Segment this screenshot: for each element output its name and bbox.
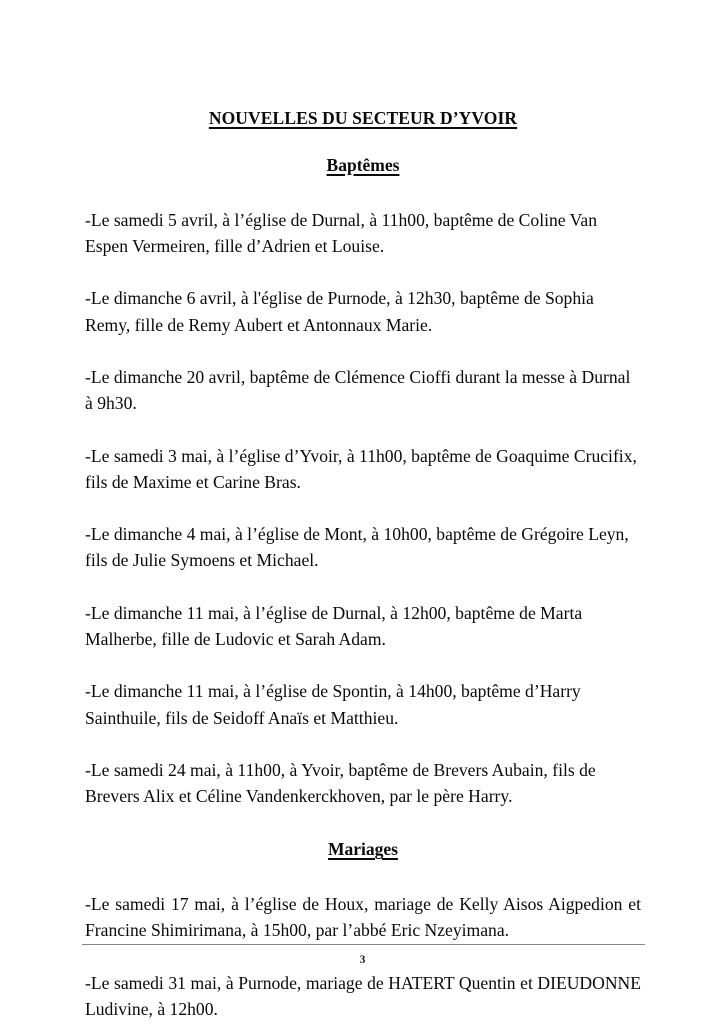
page-number: 3	[359, 954, 366, 966]
baptism-entry: -Le samedi 5 avril, à l’église de Durnal, à 11h00, baptême de Coline Van Espen Vermeiren, fille d’Adrien et Louise.	[85, 209, 598, 256]
page-title-text: NOUVELLES DU SECTEUR D’YVOIR	[208, 108, 518, 128]
baptism-entry: -Le dimanche 11 mai, à l’église de Durnal, à 12h00, baptême de Marta Malherbe, fille de Ludovic et Sarah Adam.	[85, 602, 583, 649]
marriage-entry: -Le samedi 31 mai, à Purnode, mariage de HATERT Quentin et DIEUDONNE Ludivine, à 12h00.	[85, 972, 641, 1019]
baptism-entry: -Le dimanche 20 avril, baptême de Clémence Cioffi durant la messe à Durnal à 9h30.	[85, 366, 631, 414]
baptism-entry: -Le dimanche 11 mai, à l’église de Spontin, à 14h00, baptême d’Harry Sainthuile, fils de Seidoff Anaïs et Matthieu.	[85, 681, 581, 728]
baptism-entry: -Le dimanche 6 avril, à l'église de Purnode, à 12h30, baptême de Sophia Remy, fille de Remy Aubert et Antonnaux Marie.	[85, 288, 594, 335]
section-heading-mariages	[85, 809, 641, 861]
marriage-entry: -Le samedi 17 mai, à l’église de Houx, mariage de Kelly Aisos Aigpedion et Francine Shimirimana, à 15h00, par l’abbé Eric Nzeyimana.	[85, 894, 641, 941]
footer-divider	[82, 944, 645, 945]
page-title	[85, 0, 641, 130]
baptism-entry: -Le samedi 24 mai, à 11h00, à Yvoir, baptême de Brevers Aubain, fils de Brevers Alix et Céline Vandenkerckhoven, par le père Harry.	[85, 759, 596, 807]
baptism-entry: -Le samedi 3 mai, à l’église d’Yvoir, à 11h00, baptême de Goaquime Crucifix, fils de Maxime et Carine Bras.	[85, 445, 637, 492]
baptism-entry: -Le dimanche 4 mai, à l’église de Mont, à 10h00, baptême de Grégoire Leyn, fils de Julie Symoens et Michael.	[85, 524, 629, 571]
section-heading-mariages-text: Mariages	[328, 839, 398, 860]
section-heading-baptemes	[85, 130, 641, 177]
page-content	[85, 0, 641, 1022]
section-heading-baptemes-text: Baptêmes	[326, 154, 400, 175]
